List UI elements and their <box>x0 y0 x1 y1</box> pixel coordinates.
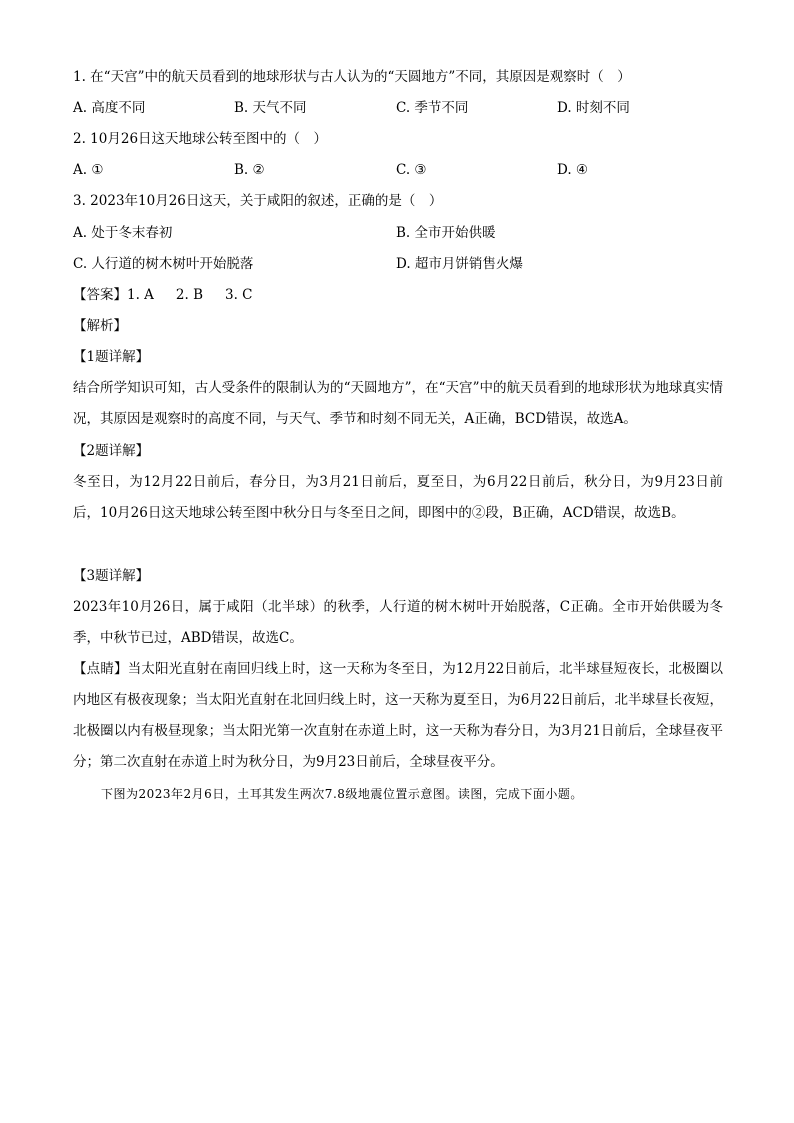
answer-1: 1. A <box>127 287 154 303</box>
answer-2: 2. B <box>175 287 204 303</box>
question-3-option-b: B. 全市开始供暖 <box>396 225 496 241</box>
detail-2-header: 【2题详解】 <box>73 443 150 459</box>
question-3-option-c: C. 人行道的树木树叶开始脱落 <box>73 256 254 272</box>
next-group-intro: 下图为2023年2月6日，土耳其发生两次7.8级地震位置示意图。读图，完成下面小题。 <box>101 787 583 801</box>
question-3-option-d: D. 超市月饼销售火爆 <box>396 256 523 272</box>
question-1-option-c: C. 季节不同 <box>396 100 469 116</box>
question-3-option-a: A. 处于冬末春初 <box>73 225 173 241</box>
question-2-option-b: B. ② <box>234 162 265 178</box>
answer-3: 3. C <box>225 287 253 303</box>
answer-line <box>73 286 253 304</box>
question-2-option-a: A. ① <box>73 162 104 178</box>
question-2-stem: 2. 10月26日这天地球公转至图中的（ ） <box>73 131 328 147</box>
question-2-option-c: C. ③ <box>396 162 427 178</box>
answer-label: 【答案】 <box>73 287 127 303</box>
tip-text: 当太阳光直射在南回归线上时，这一天称为冬至日，为12月22日前后，北半球昼短夜长，北极圈以内地区有极夜现象；当太阳光直射在北回归线上时，这一天称为夏至日，为6月22日前后，北半球昼长夜短，北极圈以内有极昼现象；当太阳光第一次直射在赤道上时，这一天称为春分日，为3月21日前后，全球昼夜平分；第二次直射在赤道上时为秋分日，为9月23日前后，全球昼夜平分。 <box>73 661 724 770</box>
detail-3-header: 【3题详解】 <box>73 568 150 584</box>
question-1-option-a: A. 高度不同 <box>73 100 146 116</box>
question-1-option-b: B. 天气不同 <box>234 100 307 116</box>
tip-paragraph <box>73 654 723 778</box>
detail-1-header: 【1题详解】 <box>73 349 150 365</box>
question-2-option-d: D. ④ <box>557 162 589 178</box>
tip-label: 【点睛】 <box>73 661 128 677</box>
detail-2-text: 冬至日，为12月22日前后，春分日，为3月21日前后，夏至日，为6月22日前后，秋分日，为9月23日前后，10月26日这天地球公转至图中秋分日与冬至日之间，即图中的②段，B正确，ACD错误，故选B。 <box>73 474 723 521</box>
detail-3-text: 2023年10月26日，属于咸阳（北半球）的秋季，人行道的树木树叶开始脱落，C正确。全市开始供暖为冬季，中秋节已过，ABD错误，故选C。 <box>73 599 723 646</box>
detail-1-text: 结合所学知识可知，古人受条件的限制认为的“天圆地方”，在“天宫”中的航天员看到的地球形状为地球真实情况，其原因是观察时的高度不同，与天气、季节和时刻不同无关，A正确，BCD错误，故选A。 <box>73 380 723 427</box>
question-1-option-d: D. 时刻不同 <box>557 100 630 116</box>
question-1-stem: 1. 在“天宫”中的航天员看到的地球形状与古人认为的“天圆地方”不同，其原因是观察时（ ） <box>73 69 631 85</box>
analysis-label: 【解析】 <box>73 318 127 334</box>
question-3-stem: 3. 2023年10月26日这天，关于咸阳的叙述，正确的是（ ） <box>73 193 443 209</box>
